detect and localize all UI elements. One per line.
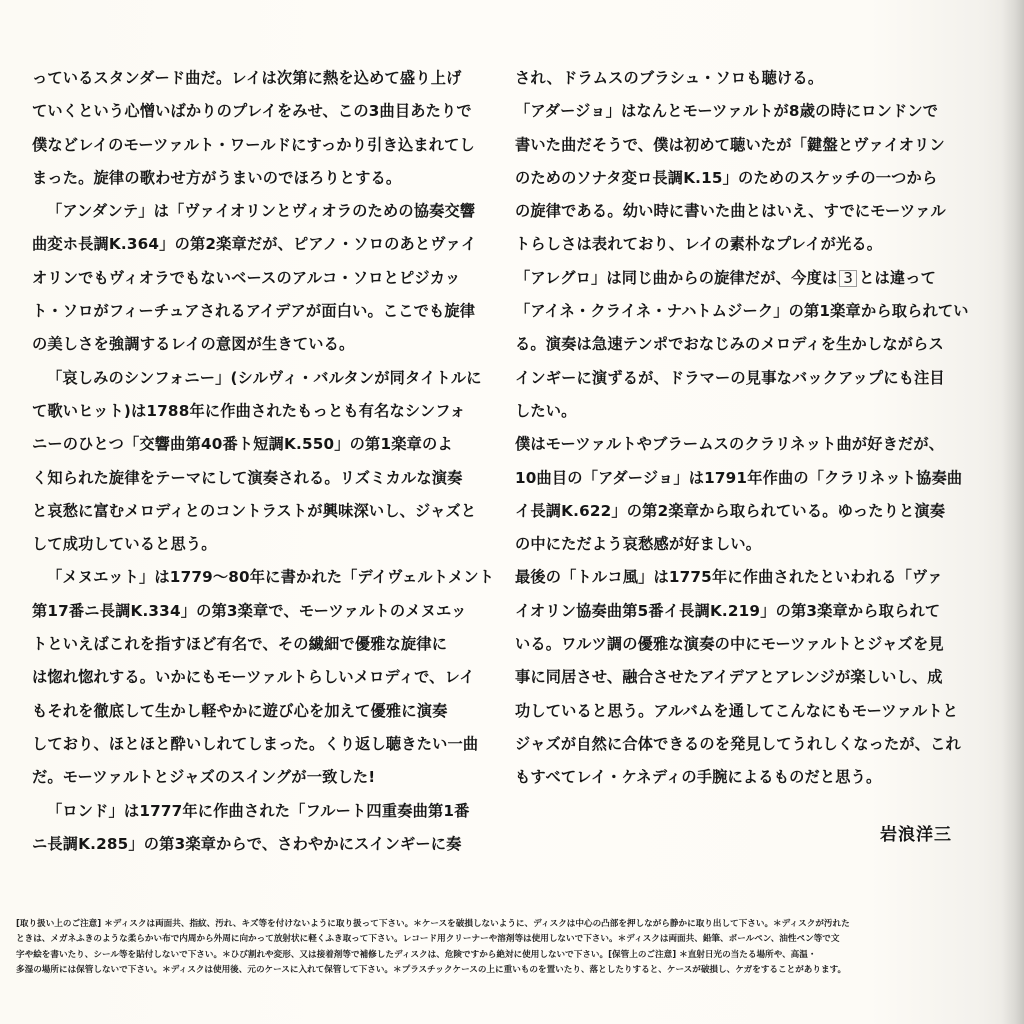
text-line: 曲変ホ長調K.364」の第2楽章だが、ピアノ・ソロのあとヴァイ — [32, 235, 477, 254]
paragraph-start-menuet: 「メヌエット」は1779〜80年に書かれた「デイヴェルトメント — [47, 568, 495, 587]
text-line: ニーのひとつ「交響曲第40番ト短調K.550」の第1楽章のよ — [32, 435, 453, 454]
paragraph-start-andante: 「アンダンテ」は「ヴァイオリンとヴィオラのための協奏交響 — [47, 202, 476, 221]
text-line: トらしさは表れており、レイの素朴なプレイが光る。 — [515, 235, 883, 254]
notice-line: [取り扱い上のご注意] ＊ディスクは両面共、指紋、汚れ、キズ等を付けないように取り扱って下さい。＊ケースを破損しないように、ディスクは中心の凸部を押しながら静かに取り出して下さい。＊ディスクが汚れた — [16, 919, 850, 929]
notice-line: 字や絵を書いたり、シール等を貼付しないで下さい。＊ひび割れや変形、又は接着剤等で補修したディスクは、危険ですから絶対に使用しないで下さい。[保管上のご注意] ＊直射日光の当たる場所や、高温・ — [16, 949, 817, 960]
text-line: と哀愁に富むメロディとのコントラストが興味深いし、ジャズと — [32, 501, 477, 520]
text-line: 書いた曲だそうで、僕は初めて聴いたが「鍵盤とヴァイオリン — [515, 135, 945, 154]
text-line: もそれを徹底して生かし軽やかに遊び心を加えて優雅に演奏 — [32, 701, 448, 720]
paragraph-start-symphony: 「哀しみのシンフォニー」(シルヴィ・バルタンが同タイトルに — [47, 368, 482, 387]
text-line: インギーに演ずるが、ドラマーの見事なバックアップにも注目 — [515, 368, 945, 387]
text-line: だ。モーツァルトとジャズのスイングが一致した! — [32, 768, 376, 787]
text-line: 事に同居させ、融合させたアイデアとアレンジが楽しいし、成 — [515, 668, 943, 687]
text-line: したい。 — [515, 401, 577, 420]
paragraph-start-rondo: 「ロンド」は1777年に作曲された「フルート四重奏曲第1番 — [47, 801, 470, 820]
paragraph-start-adagio: 「アダージョ」はなんとモーツァルトが8歳の時にロンドンで — [515, 102, 939, 121]
text-line: て歌いヒット)は1788年に作曲されたもっとも有名なシンフォ — [32, 401, 466, 420]
text-line: 「アイネ・クライネ・ナハトムジーク」の第1楽章から取られてい — [515, 302, 969, 321]
left-text-column — [32, 62, 495, 861]
text-line: まった。旋律の歌わせ方がうまいのでほろりとする。 — [32, 168, 402, 187]
text-line: オリンでもヴィオラでもないベースのアルコ・ソロとピジカッ — [32, 268, 461, 287]
text-line: の中にただよう哀愁感が好ましい。 — [515, 535, 762, 554]
text-line: る。演奏は急速テンポでおなじみのメロディを生かしながらス — [515, 335, 944, 354]
author-signature: 岩浪洋三 — [880, 825, 952, 845]
text-line: っているスタンダード曲だ。レイは次第に熱を込めて盛り上げ — [32, 69, 462, 87]
notice-line: ときは、メガネふきのような柔らかい布で内周から外周に向かって放射状に軽くふき取って下さい。レコード用クリーナーや溶剤等は使用しないで下さい。＊ディスクは両面共、鉛筆、ボールペン、油性ペン等で文 — [16, 934, 840, 945]
text-line: 功していると思う。アルバムを通してこんなにもモーツァルトと — [515, 701, 959, 720]
text-line: く知られた旋律をテーマにして演奏される。リズミカルな演奏 — [32, 468, 463, 487]
text-line: イオリン協奏曲第5番イ長調K.219」の第3楽章から取られて — [515, 601, 941, 620]
text-line: ニ長調K.285」の第3楽章からで、さわやかにスインギーに奏 — [32, 834, 462, 853]
notice-line: 多湿の場所には保管しないで下さい。＊ディスクは使用後、元のケースに入れて保管して下さい。＊プラスチックケースの上に重いものを置いたり、落としたりすると、ケースが破損し、ケガをすることがあります。 — [16, 964, 847, 975]
text-line: イ長調K.622」の第2楽章から取られている。ゆったりと演奏 — [515, 501, 946, 520]
handling-notice — [16, 917, 1016, 978]
paragraph-start-allegro — [515, 262, 975, 295]
text-line: ていくという心憎いばかりのプレイをみせ、この3曲目あたりで — [32, 102, 472, 121]
text-line: は惚れ惚れする。いかにもモーツァルトらしいメロディで、レイ — [32, 668, 475, 687]
text-line: 第17番ニ長調K.334」の第3楽章で、モーツァルトのメヌエッ — [32, 601, 467, 620]
text-line: の旋律である。幼い時に書いた曲とはいえ、すでにモーツァル — [515, 202, 946, 221]
text-line: して成功していると思う。 — [32, 535, 217, 554]
text-line: 僕などレイのモーツァルト・ワールドにすっかり引き込まれてし — [32, 135, 475, 154]
text-line: いる。ワルツ調の優雅な演奏の中にモーツァルトとジャズを見 — [515, 635, 944, 654]
text-line: ジャズが自然に合体できるのを発見してうれしくなったが、これ — [515, 734, 961, 753]
paragraph-start-turkish: 最後の「トルコ風」は1775年に作曲されたといわれる「ヴァ — [515, 568, 943, 587]
page-edge-shadow — [1002, 0, 1024, 1024]
paragraph-start-clarinet: 僕はモーツァルトやブラームスのクラリネット曲が好きだが、 — [515, 435, 945, 454]
text-line: の美しさを強調するレイの意図が生きている。 — [32, 335, 355, 354]
text-line: しており、ほとほと酔いしれてしまった。くり返し聴きたい一曲 — [32, 734, 479, 753]
track-number-box: 3 — [839, 270, 857, 287]
text-fragment: 「アレグロ」は同じ曲からの旋律だが、今度は — [515, 268, 838, 287]
text-line: トといえばこれを指すほど有名で、その繊細で優雅な旋律に — [32, 635, 448, 654]
text-line: され、ドラムスのブラシュ・ソロも聴ける。 — [515, 69, 824, 87]
text-line: ト・ソロがフィーチュアされるアイデアが面白い。ここでも旋律 — [32, 302, 476, 321]
text-line: のためのソナタ変ロ長調K.15」のためのスケッチの一つから — [515, 168, 938, 187]
text-line: もすべてレイ・ケネディの手腕によるものだと思う。 — [515, 768, 882, 787]
right-text-column — [515, 62, 975, 795]
text-line: 10曲目の「アダージョ」は1791年作曲の「クラリネット協奏曲 — [515, 468, 963, 487]
text-fragment: とは違って — [859, 268, 937, 287]
